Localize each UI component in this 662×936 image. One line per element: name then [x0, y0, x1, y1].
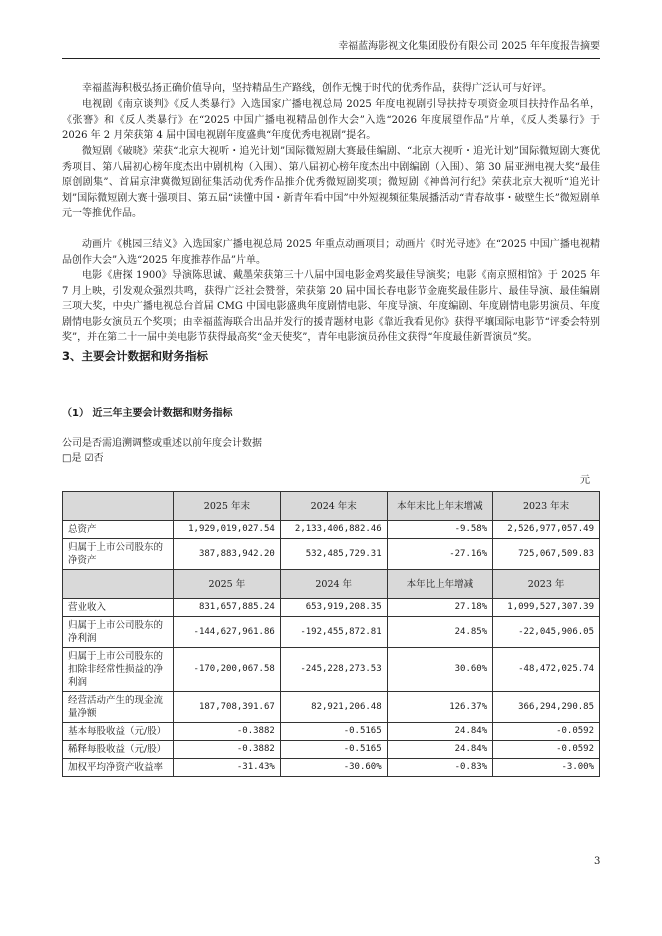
section-heading: 3、主要会计数据和财务指标: [62, 349, 209, 363]
paragraph-film: 电影《唐探 1900》导演陈思诚、戴墨荣获第三十八届中国电影金鸡奖最佳导演奖；电影《南京照相馆》于 2025 年 7 月上映，引发观众强烈共鸣，获得广泛社会赞誉，荣获第 20 届中国长春电影节金鹿奖最佳影片、最佳导演、最佳编剧三项大奖，中央广播电视总台首届 CMG 中国电影盛典年度剧情电影、年度导演、年度编剧、年度剧情电影男演员、年度剧情电影女演员五个奖项；由幸福蓝海联合出品并发行的援青题材电影《靠近我看见你》获得平壤国际电影节“评委会特别奖”，并在第二十一届中美电影节获得最高奖“金天使奖”，青年电影演员孙佳文获得“年度最佳新晋演员”奖。: [62, 270, 600, 344]
cell-value: -27.16%: [387, 539, 493, 570]
cell-value: 126.37%: [387, 692, 493, 723]
row-label: 营业收入: [63, 599, 174, 617]
cell-value: 725,067,509.83: [493, 539, 600, 570]
cell-value: 82,921,206.48: [280, 692, 387, 723]
cell-value: 24.85%: [387, 617, 493, 648]
cell-value: 187,708,391.67: [174, 692, 281, 723]
row-label: 经营活动产生的现金流量净额: [63, 692, 174, 723]
table-row: [63, 692, 600, 723]
row-label: 加权平均净资产收益率: [63, 759, 174, 777]
table-header-row: [63, 570, 600, 599]
cell-value: 24.84%: [387, 741, 493, 759]
table-row: [63, 521, 600, 539]
cell-value: 27.18%: [387, 599, 493, 617]
cell-value: 2,526,977,057.49: [493, 521, 600, 539]
header-cell: 本年末比上年末增减: [387, 492, 493, 521]
paragraph-tv-drama: 电视剧《南京谈判》《反人类暴行》入选国家广播电视总局 2025 年度电视剧引导扶持专项资金项目扶持作品名单，《张謇》和《反人类暴行》在“2025 中国广播电视精品创作大会”入选“2026 年度展望作品”片单，《反人类暴行》于 2026 年 2 月荣获第 4 届中国电视剧年度盛典“年度优秀电视剧”提名。: [62, 99, 600, 142]
table-row: [63, 648, 600, 692]
cell-value: -3.00%: [493, 759, 600, 777]
table-row: [63, 599, 600, 617]
cell-value: -0.3882: [174, 723, 281, 741]
row-label: 归属于上市公司股东的净资产: [63, 539, 174, 570]
cell-value: 1,929,019,027.54: [174, 521, 281, 539]
cell-value: -30.60%: [280, 759, 387, 777]
section-subheading: （1） 近三年主要会计数据和财务指标: [62, 408, 233, 419]
cell-value: -192,455,872.81: [280, 617, 387, 648]
header-cell: 2024 年: [280, 570, 387, 599]
row-label: 基本每股收益（元/股）: [63, 723, 174, 741]
table-row: [63, 741, 600, 759]
row-label: 稀释每股收益（元/股）: [63, 741, 174, 759]
header-cell: 2025 年末: [174, 492, 281, 521]
paragraph-intro: 幸福蓝海积极弘扬正确价值导向，坚持精品生产路线，创作无愧于时代的优秀作品，获得广泛认可与好评。: [82, 83, 552, 94]
page-number: 3: [594, 856, 601, 867]
header-cell: 2025 年: [174, 570, 281, 599]
cell-value: -245,228,273.53: [280, 648, 387, 692]
header-cell: 本年比上年增减: [387, 570, 493, 599]
cell-value: -0.0592: [493, 741, 600, 759]
restatement-question: 公司是否需追溯调整或重述以前年度会计数据: [62, 438, 262, 449]
cell-value: 1,099,527,307.39: [493, 599, 600, 617]
row-label: 归属于上市公司股东的净利润: [63, 617, 174, 648]
report-header: 幸福蓝海影视文化集团股份有限公司 2025 年年度报告摘要: [62, 40, 600, 59]
header-cell: 2023 年末: [493, 492, 600, 521]
cell-value: 532,485,729.31: [280, 539, 387, 570]
cell-value: -0.83%: [387, 759, 493, 777]
cell-value: -48,472,025.74: [493, 648, 600, 692]
header-cell: [63, 492, 174, 521]
header-cell: [63, 570, 174, 599]
restatement-answer: □是 ☑否: [62, 453, 104, 464]
table-row: [63, 617, 600, 648]
table-row: [63, 759, 600, 777]
cell-value: 653,919,208.35: [280, 599, 387, 617]
cell-value: -9.58%: [387, 521, 493, 539]
table-row: [63, 539, 600, 570]
cell-value: -144,627,961.86: [174, 617, 281, 648]
cell-value: -0.0592: [493, 723, 600, 741]
cell-value: -0.3882: [174, 741, 281, 759]
cell-value: 366,294,290.85: [493, 692, 600, 723]
currency-unit: 元: [580, 475, 590, 486]
header-cell: 2023 年: [493, 570, 600, 599]
cell-value: -0.5165: [280, 741, 387, 759]
table-header-row: [63, 492, 600, 521]
financial-indicators-table: [62, 491, 600, 777]
cell-value: 387,883,942.20: [174, 539, 281, 570]
cell-value: 24.84%: [387, 723, 493, 741]
cell-value: -0.5165: [280, 723, 387, 741]
cell-value: 2,133,406,882.46: [280, 521, 387, 539]
cell-value: -170,200,067.58: [174, 648, 281, 692]
row-label: 归属于上市公司股东的扣除非经常性损益的净利润: [63, 648, 174, 692]
paragraph-animation: 动画片《桃园三结义》入选国家广播电视总局 2025 年重点动画项目；动画片《时光寻迹》在“2025 中国广播电视精品创作大会”入选“2025 年度推荐作品”片单。: [62, 239, 600, 266]
table-row: [63, 723, 600, 741]
cell-value: 30.60%: [387, 648, 493, 692]
paragraph-micro-drama: 微短剧《破晓》荣获“北京大视听・追光计划”国际微短剧大赛最佳编剧、“北京大视听・追光计划”国际微短剧大赛优秀项目、第八届初心榜年度杰出中剧机构（入围）、第八届初心榜年度杰出中剧编剧（入围）、第 30 届亚洲电视大奖“最佳原创剧集”、首届京津冀微短剧征集活动优秀作品推介优秀微短剧奖项；微短剧《神兽河行纪》荣获北京大视听“追光计划”国际微短剧大赛十强项目、第五届“读懂中国・新青年看中国”中外短视频征集展播活动“青春故事・破壁生长”微短剧单元一等推优作品。: [62, 146, 600, 220]
cell-value: 831,657,885.24: [174, 599, 281, 617]
cell-value: -22,045,906.05: [493, 617, 600, 648]
row-label: 总资产: [63, 521, 174, 539]
cell-value: -31.43%: [174, 759, 281, 777]
header-cell: 2024 年末: [280, 492, 387, 521]
